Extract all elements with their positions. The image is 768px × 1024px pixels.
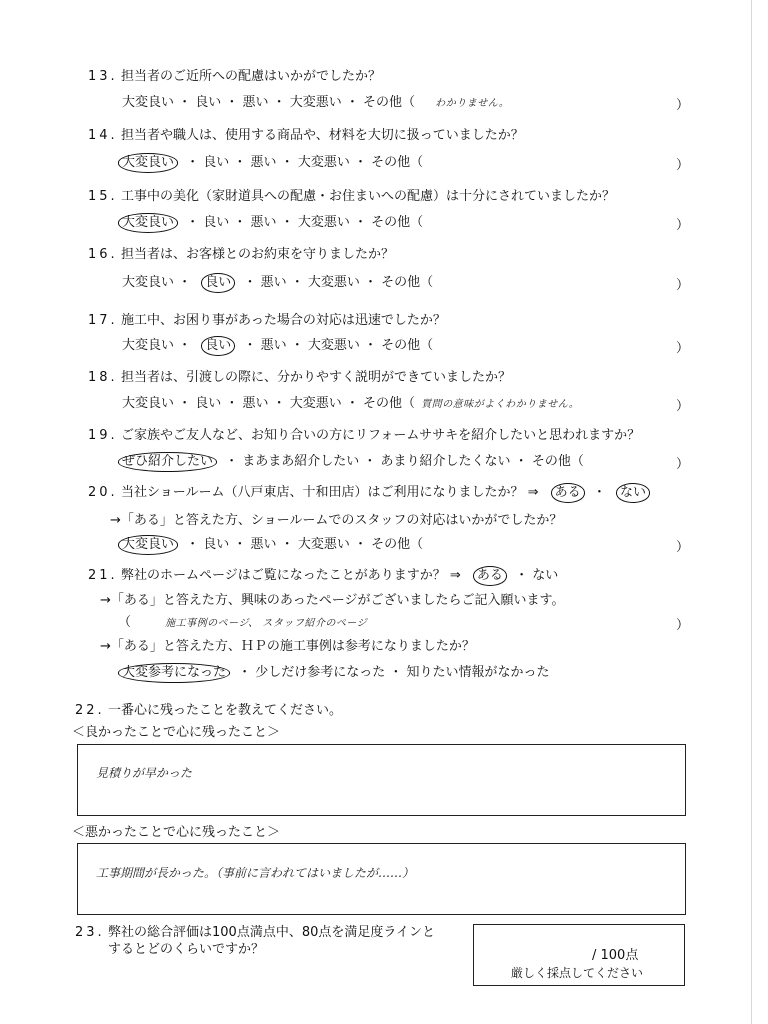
question-text: 担当者や職人は、使用する商品や、材料を大切に扱っていましたか？ (121, 128, 524, 143)
options-text: ・ 悪い ・ 大変悪い ・ その他（ (243, 275, 434, 290)
close-paren: ） (676, 218, 690, 233)
options-17 (122, 337, 433, 355)
question-number: 13. (88, 69, 118, 84)
subquestion-21-1: →「ある」と答えた方、興味のあったページがございましたらご記入願います。 (100, 593, 565, 608)
close-paren: ） (676, 98, 690, 113)
options-19 (122, 453, 584, 471)
options-18 (122, 395, 579, 414)
options-14 (122, 154, 423, 172)
question-number: 22. (75, 703, 105, 718)
question-text: ご家族やご友人など、お知り合いの方にリフォームササキを紹介したいと思われますか？ (121, 428, 641, 443)
question-18 (88, 369, 511, 387)
question-text: 弊社のホームページはご覧になったことがありますか？ ⇒ (121, 568, 461, 583)
circled-answer-yes: ある (551, 483, 585, 503)
question-16 (88, 246, 394, 264)
question-17 (88, 312, 446, 330)
options-text: ・ ない (515, 568, 559, 583)
question-text: 当社ショールーム（八戸東店、十和田店）はご利用になりましたか？ ⇒ (121, 485, 539, 500)
circled-answer-no: ない (616, 483, 650, 503)
open-paren: （ (118, 615, 132, 630)
question-number: 17. (88, 313, 118, 328)
close-paren: ） (676, 618, 690, 633)
options-text: 大変良い ・ (122, 275, 192, 290)
close-paren: ） (676, 158, 690, 173)
question-text: 施工中、お困り事があった場合の対応は迅速でしたか？ (121, 313, 446, 328)
circled-answer: 大変良い (118, 153, 178, 173)
handwritten-answer: 質問の意味がよくわかりません。 (421, 399, 580, 410)
question-number: 23. (75, 925, 105, 940)
close-paren: ） (676, 540, 690, 555)
subquestion-20: →「ある」と答えた方、ショールームでのスタッフの対応はいかがでしたか？ (110, 513, 563, 528)
question-21 (88, 567, 558, 585)
question-text: 弊社の総合評価は100点満点中、80点を満足度ラインと (108, 925, 435, 940)
options-16 (122, 274, 433, 292)
question-number: 15. (88, 189, 118, 204)
subquestion-21-2: →「ある」と答えた方、ＨＰの施工事例は参考になりましたか？ (100, 639, 475, 654)
options-text: ・ 悪い ・ 大変悪い ・ その他（ (243, 338, 434, 353)
options-13 (122, 94, 509, 113)
circled-answer: ぜひ紹介したい (118, 452, 217, 472)
question-number: 18. (88, 370, 118, 385)
good-label: ＜良かったことで心に残ったこと＞ (72, 725, 281, 740)
question-15 (88, 188, 615, 206)
question-number: 14. (88, 128, 118, 143)
question-text: 一番心に残ったことを教えてください。 (108, 703, 343, 718)
circled-answer: 良い (201, 273, 235, 293)
options-text: ・ 良い ・ 悪い ・ 大変悪い ・ その他（ (186, 155, 424, 170)
question-14 (88, 127, 524, 145)
options-text: 大変良い ・ (122, 338, 192, 353)
score-label: / 100点 (592, 948, 639, 963)
question-text: 担当者のご近所への配慮はいかがでしたか？ (121, 69, 382, 84)
circled-answer-yes: ある (473, 566, 507, 586)
close-paren: ） (676, 341, 690, 356)
question-number: 16. (88, 247, 118, 262)
options-20 (122, 536, 423, 554)
separator-dot: ・ (592, 485, 606, 500)
close-paren: ） (676, 278, 690, 293)
handwritten-answer: わかりません。 (435, 98, 510, 109)
question-19 (88, 427, 640, 445)
bad-label: ＜悪かったことで心に残ったこと＞ (72, 825, 281, 840)
question-number: 21. (88, 568, 118, 583)
options-21 (122, 664, 550, 682)
question-number: 20. (88, 485, 118, 500)
question-text: 担当者は、引渡しの際に、分かりやすく説明ができていましたか？ (121, 370, 512, 385)
options-text: ・ 良い ・ 悪い ・ 大変悪い ・ その他（ (186, 215, 424, 230)
question-23 (75, 924, 435, 942)
question-22 (75, 702, 342, 720)
good-answer: 見積りが早かった (96, 766, 193, 780)
question-20 (88, 484, 646, 502)
question-13 (88, 68, 381, 86)
options-text: 大変良い ・ 良い ・ 悪い ・ 大変悪い ・ その他（ (122, 396, 416, 411)
options-text: ・ 良い ・ 悪い ・ 大変悪い ・ その他（ (186, 537, 424, 552)
close-paren: ） (676, 399, 690, 414)
options-text: 大変良い ・ 良い ・ 悪い ・ 大変悪い ・ その他（ (122, 95, 416, 110)
options-15 (122, 214, 423, 232)
close-paren: ） (676, 457, 690, 472)
question-number: 19. (88, 428, 118, 443)
page-edge (751, 0, 752, 1024)
circled-answer: 大変良い (118, 535, 178, 555)
circled-answer: 大変参考になった (118, 663, 230, 683)
answer-21-1 (118, 614, 367, 633)
bad-answer: 工事期間が長かった。（事前に言われてはいましたが……） (96, 866, 415, 880)
score-note: 厳しく採点してください (511, 966, 644, 980)
options-text: ・ 少しだけ参考になった ・ 知りたい情報がなかった (238, 665, 550, 680)
question-text: 担当者は、お客様とのお約束を守りましたか？ (121, 247, 395, 262)
handwritten-answer: 施工事例のページ、 スタッフ紹介のページ (165, 618, 368, 629)
question-text: 工事中の美化（家財道具への配慮・お住まいへの配慮）は十分にされていましたか？ (121, 189, 616, 204)
circled-answer: 良い (201, 336, 235, 356)
question-23-line2: するとどのくらいですか？ (108, 942, 265, 957)
options-text: ・ まあまあ紹介したい ・ あまり紹介したくない ・ その他（ (225, 454, 584, 469)
circled-answer: 大変良い (118, 213, 178, 233)
